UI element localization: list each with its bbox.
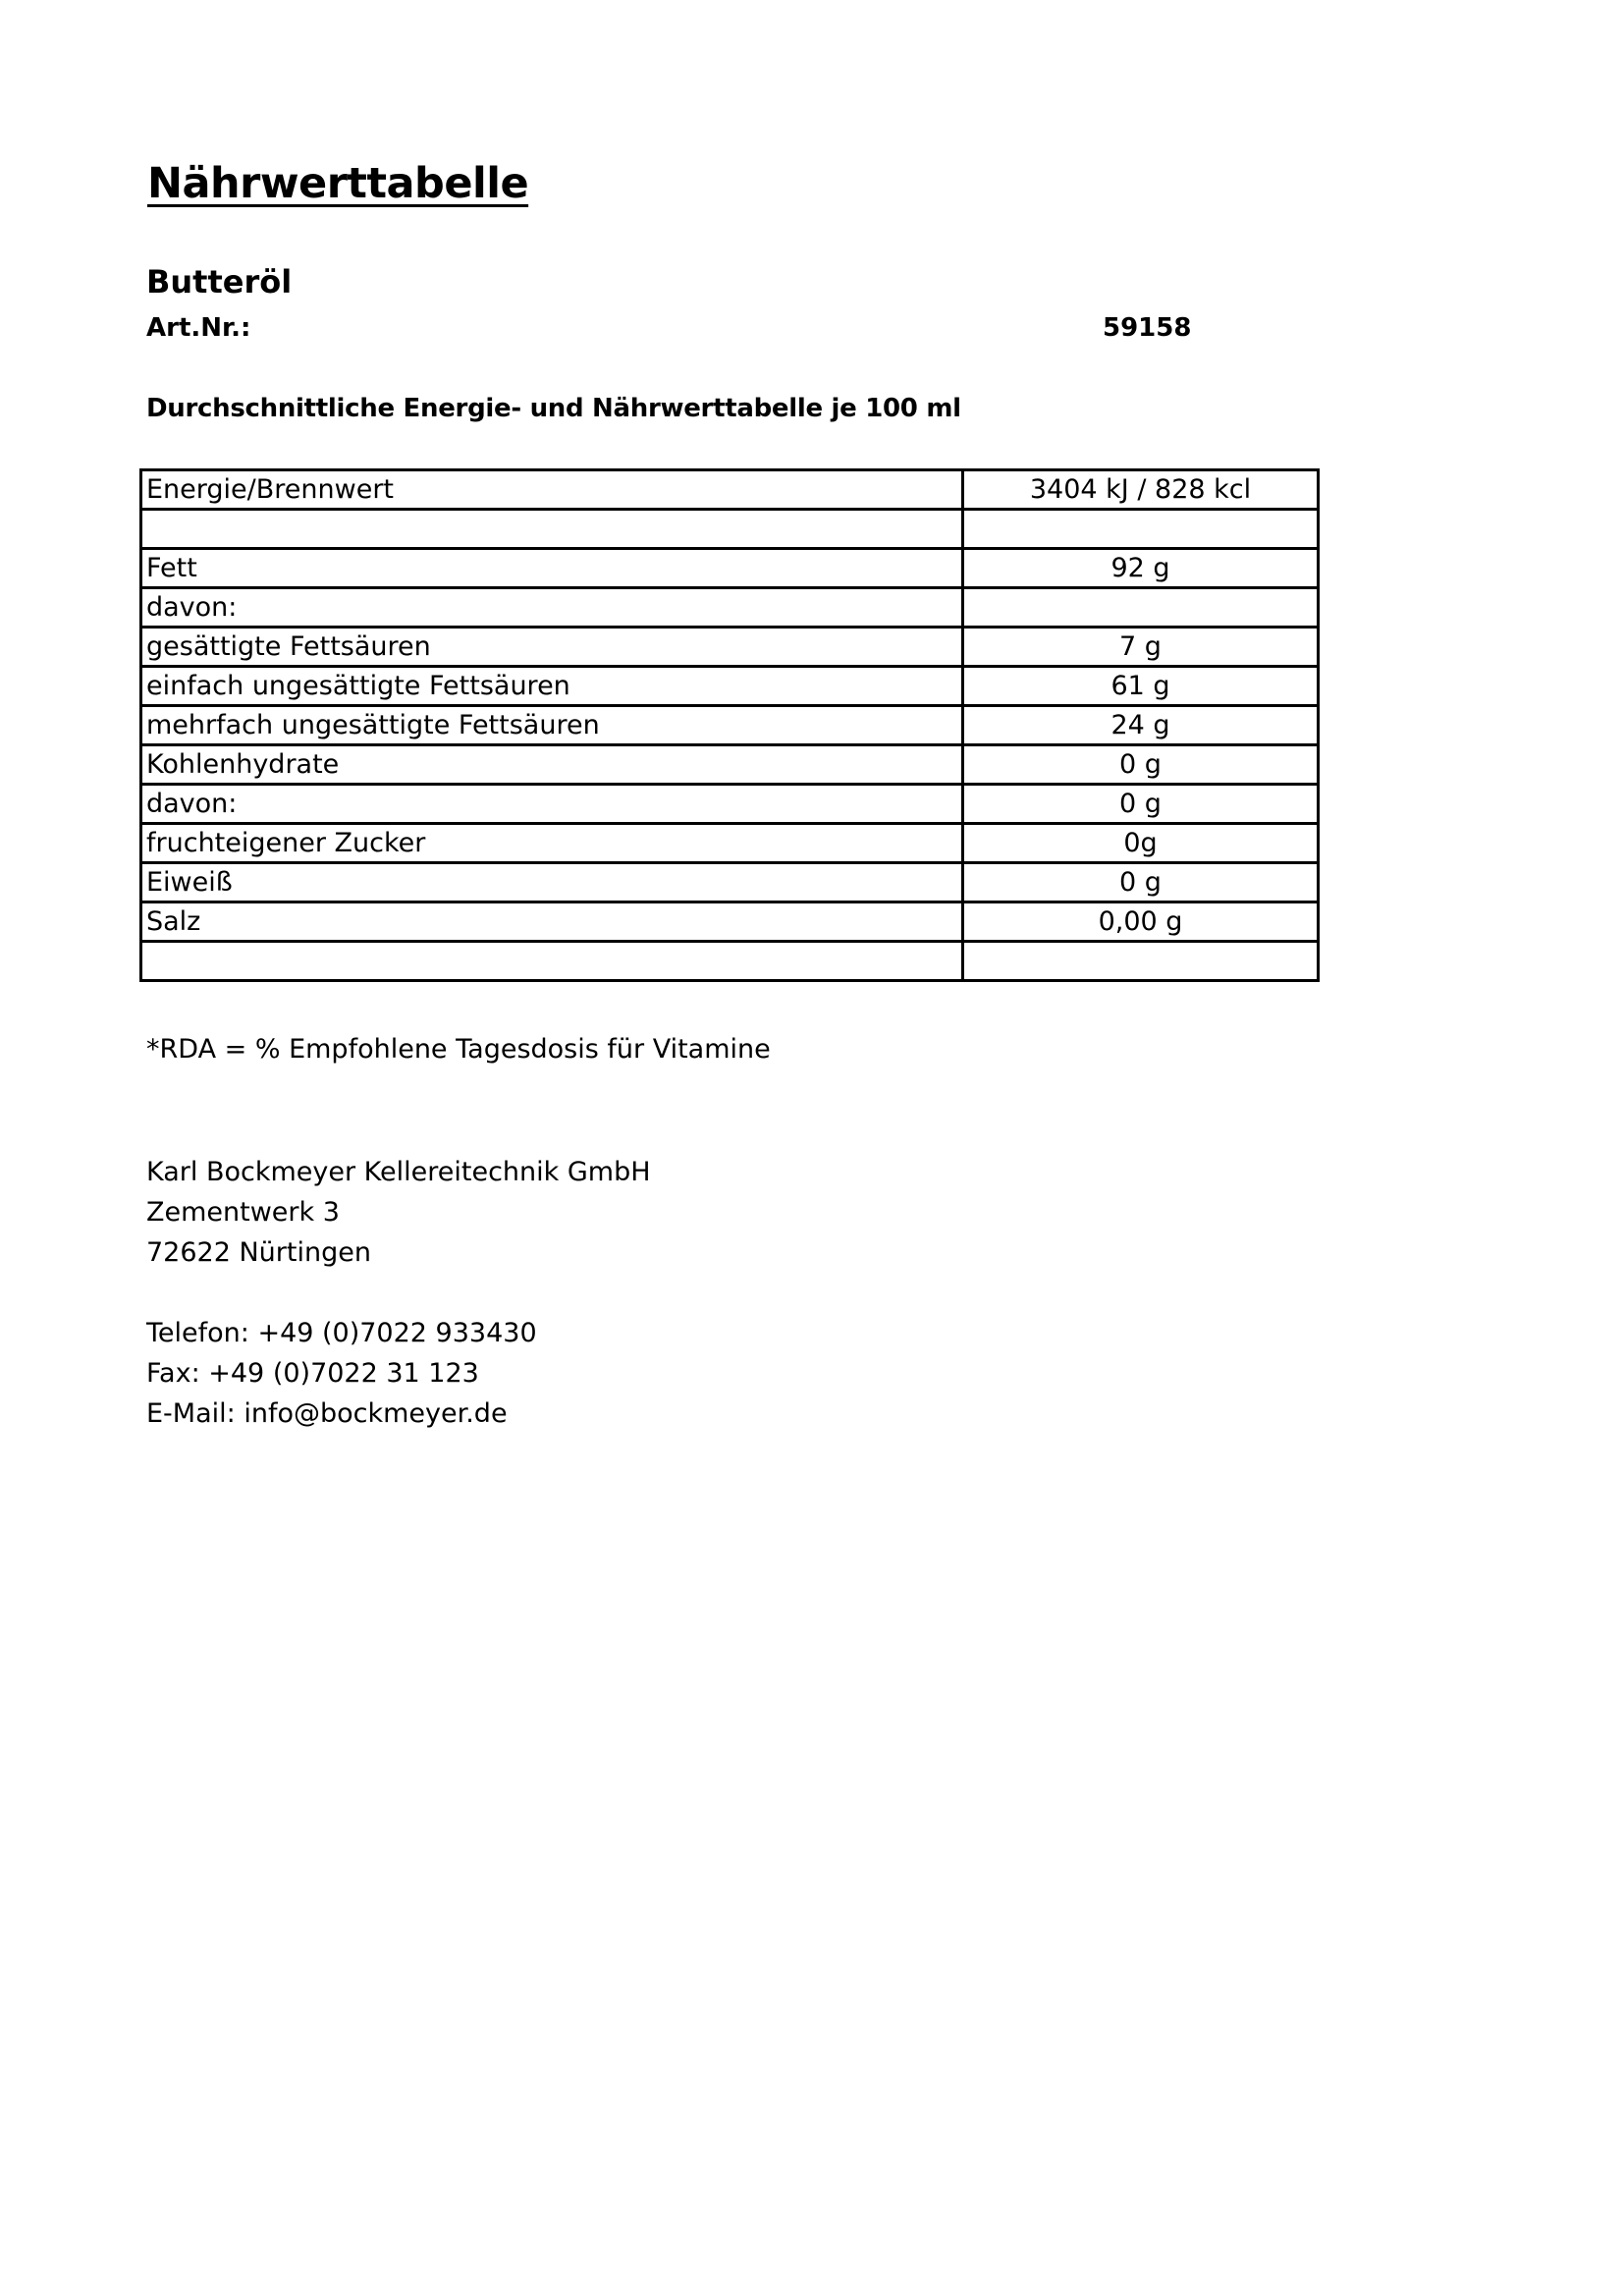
company-contact xyxy=(146,1152,651,1434)
nutrient-value xyxy=(963,588,1319,628)
nutrient-label: Eiweiß xyxy=(141,863,963,902)
nutrient-label xyxy=(141,942,963,981)
nutrient-label: davon: xyxy=(141,785,963,824)
nutrition-table xyxy=(139,468,1320,982)
nutrient-label: mehrfach ungesättigte Fettsäuren xyxy=(141,706,963,745)
company-street: Zementwerk 3 xyxy=(146,1197,340,1228)
page-title: Nährwerttabelle xyxy=(147,159,529,208)
nutrient-value: 92 g xyxy=(963,549,1319,588)
table-row xyxy=(141,824,1319,863)
nutrient-label: Kohlenhydrate xyxy=(141,745,963,785)
company-phone: Telefon: +49 (0)7022 933430 xyxy=(146,1318,537,1348)
nutrient-value: 0 g xyxy=(963,785,1319,824)
nutrient-value xyxy=(963,510,1319,549)
table-row xyxy=(141,942,1319,981)
table-row xyxy=(141,470,1319,510)
table-row xyxy=(141,628,1319,667)
table-heading: Durchschnittliche Energie- und Nährwerttabelle je 100 ml xyxy=(146,394,961,423)
nutrient-value: 3404 kJ / 828 kcl xyxy=(963,470,1319,510)
table-row xyxy=(141,745,1319,785)
nutrient-value xyxy=(963,942,1319,981)
table-row xyxy=(141,510,1319,549)
nutrient-value: 0g xyxy=(963,824,1319,863)
table-row xyxy=(141,863,1319,902)
nutrient-value: 0 g xyxy=(963,863,1319,902)
company-city: 72622 Nürtingen xyxy=(146,1237,371,1268)
product-name: Butteröl xyxy=(146,263,293,301)
spacer xyxy=(146,1273,651,1313)
article-number-label: Art.Nr.: xyxy=(146,313,251,343)
table-row xyxy=(141,902,1319,942)
company-fax: Fax: +49 (0)7022 31 123 xyxy=(146,1358,479,1389)
table-row xyxy=(141,549,1319,588)
nutrient-label: Salz xyxy=(141,902,963,942)
nutrient-value: 7 g xyxy=(963,628,1319,667)
table-row xyxy=(141,785,1319,824)
nutrient-label: fruchteigener Zucker xyxy=(141,824,963,863)
nutrient-label: davon: xyxy=(141,588,963,628)
rda-footnote: *RDA = % Empfohlene Tagesdosis für Vitamine xyxy=(146,1034,771,1065)
nutrient-label: Energie/Brennwert xyxy=(141,470,963,510)
nutrient-value: 61 g xyxy=(963,667,1319,706)
nutrient-value: 0,00 g xyxy=(963,902,1319,942)
nutrient-label: Fett xyxy=(141,549,963,588)
company-name: Karl Bockmeyer Kellereitechnik GmbH xyxy=(146,1157,651,1187)
nutrient-label xyxy=(141,510,963,549)
nutrient-label: gesättigte Fettsäuren xyxy=(141,628,963,667)
nutrient-value: 24 g xyxy=(963,706,1319,745)
nutrient-value: 0 g xyxy=(963,745,1319,785)
company-email: E-Mail: info@bockmeyer.de xyxy=(146,1398,508,1429)
table-row xyxy=(141,706,1319,745)
nutrient-label: einfach ungesättigte Fettsäuren xyxy=(141,667,963,706)
table-row xyxy=(141,667,1319,706)
article-number-value: 59158 xyxy=(1103,313,1192,343)
table-row xyxy=(141,588,1319,628)
